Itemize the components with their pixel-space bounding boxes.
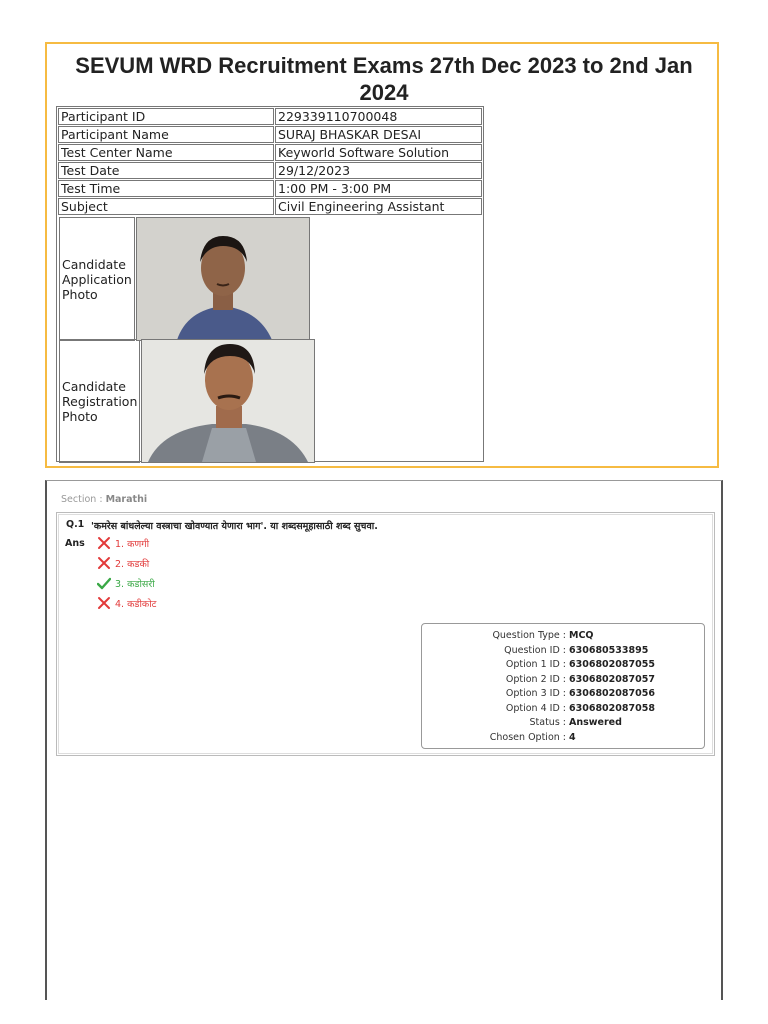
- option-3-text: 3. कडोसरी: [115, 578, 155, 590]
- status-label: Status :: [529, 717, 566, 728]
- answer-label: Ans: [65, 538, 85, 549]
- application-photo-label: Candidate Application Photo: [59, 217, 135, 341]
- question-type-label: Question Type :: [492, 630, 566, 641]
- exam-title: SEVUM WRD Recruitment Exams 27th Dec 2023 to 2nd Jan 2024: [75, 53, 693, 105]
- option-1: [97, 536, 149, 550]
- option-2-text: 2. कडकी: [115, 558, 150, 570]
- participant-info-table: [56, 106, 484, 462]
- test-time-value: 1:00 PM - 3:00 PM: [275, 180, 482, 197]
- registration-photo: [142, 340, 314, 462]
- participant-name-label: Participant Name: [58, 126, 274, 143]
- section-label: [61, 494, 147, 505]
- option-2-id-label: Option 2 ID :: [505, 673, 566, 685]
- question-number: Q.1: [66, 519, 85, 530]
- status-value: Answered: [569, 717, 622, 728]
- option-2: [97, 556, 149, 570]
- option-3-id-label: Option 3 ID :: [505, 688, 566, 699]
- test-center-value: Keyworld Software Solution: [275, 144, 482, 161]
- question-id-label: Question ID :: [504, 644, 566, 656]
- option-2-id-value: 6306802087057: [569, 673, 655, 685]
- registration-photo-label: Candidate Registration Photo: [59, 339, 140, 463]
- question-type-value: MCQ: [569, 630, 594, 641]
- table-row: [58, 338, 230, 460]
- table-row: [58, 216, 230, 338]
- option-3: [97, 576, 155, 590]
- option-1-id-value: 6306802087055: [569, 659, 655, 670]
- option-4-text: 4. कडीकोट: [115, 598, 157, 610]
- wrong-cross-icon: [97, 596, 111, 610]
- participant-header-card: [45, 42, 719, 468]
- option-3-id-value: 6306802087056: [569, 688, 655, 699]
- question-meta-box: [421, 623, 705, 749]
- table-row: [58, 180, 482, 197]
- test-date-value: 29/12/2023: [275, 162, 482, 179]
- test-time-label: Test Time: [58, 180, 274, 197]
- table-row: [58, 198, 482, 215]
- question-text: 'कमरेस बांधलेल्या वस्त्राचा खोवण्यात येणारा भाग'. या शब्दसमूहासाठी शब्द सुचवा.: [91, 521, 378, 532]
- question-card: [56, 512, 715, 756]
- test-center-label: Test Center Name: [58, 144, 274, 161]
- option-4: [97, 596, 156, 610]
- correct-check-icon: [97, 576, 111, 590]
- subject-label: Subject: [58, 198, 274, 215]
- question-id-value: 630680533895: [569, 644, 649, 656]
- table-row: [58, 144, 482, 161]
- section-name: Marathi: [105, 494, 148, 505]
- wrong-cross-icon: [97, 536, 111, 550]
- registration-photo-cell: [141, 339, 315, 463]
- chosen-option-value: 4: [569, 731, 576, 743]
- section-prefix: Section :: [61, 494, 103, 505]
- participant-id-value: 229339110700048: [275, 108, 482, 125]
- table-row: [58, 162, 482, 179]
- option-1-id-label: Option 1 ID :: [505, 659, 566, 670]
- wrong-cross-icon: [97, 556, 111, 570]
- application-photo: [137, 218, 309, 340]
- participant-name-value: SURAJ BHASKAR DESAI: [275, 126, 482, 143]
- option-1-text: 1. कणगी: [115, 538, 150, 550]
- option-4-id-label: Option 4 ID :: [505, 702, 566, 714]
- question-section-panel: [45, 480, 723, 1000]
- application-photo-cell: [136, 217, 310, 341]
- table-row: [58, 126, 482, 143]
- participant-id-label: Participant ID: [58, 108, 274, 125]
- option-4-id-value: 6306802087058: [569, 702, 655, 714]
- table-row: [58, 108, 482, 125]
- chosen-option-label: Chosen Option :: [489, 731, 566, 743]
- subject-value: Civil Engineering Assistant: [275, 198, 482, 215]
- test-date-label: Test Date: [58, 162, 274, 179]
